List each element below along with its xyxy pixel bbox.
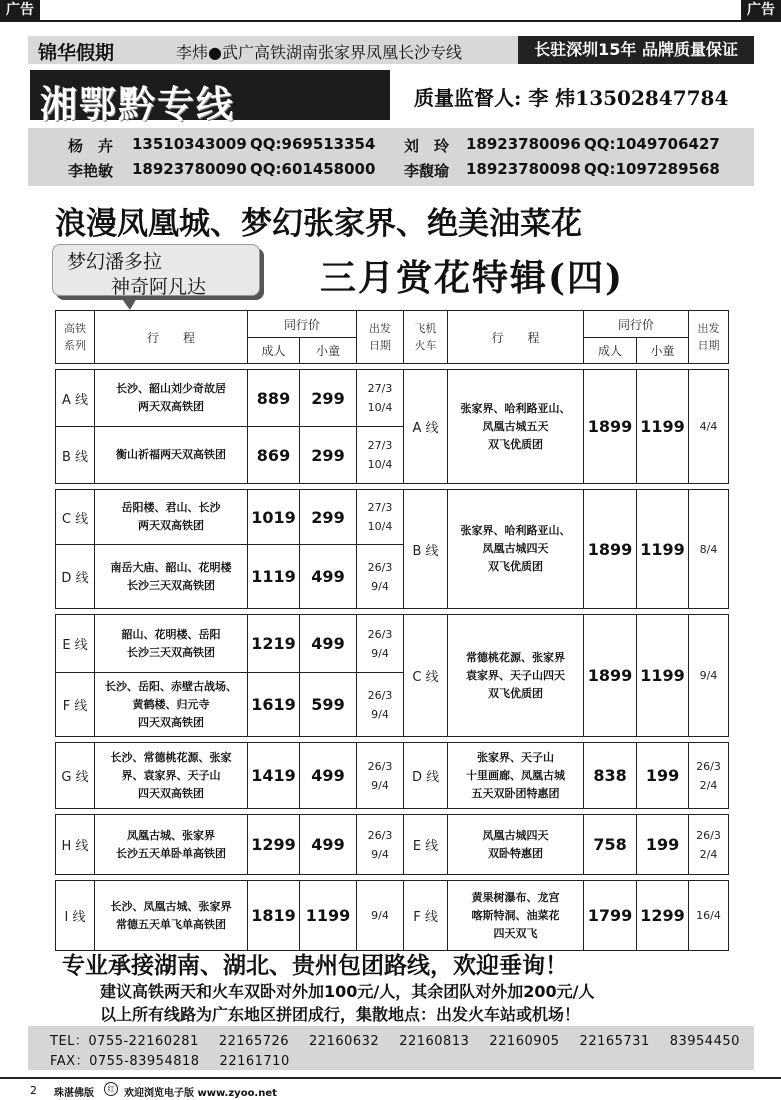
depart-date: 26/3 2/4 [689, 815, 729, 875]
adult-price: 1299 [248, 815, 300, 875]
fax-label: FAX： [50, 1054, 90, 1069]
itinerary-cell: 黄果树瀑布、龙宫 喀斯特洞、油菜花 四天双飞 [448, 881, 584, 951]
adult-price: 1899 [584, 615, 637, 737]
contact-name: 李艳敏 [68, 162, 114, 180]
line-label: A 线 [404, 370, 448, 484]
fax-number: 22161710 [219, 1054, 290, 1069]
contact-phone: 18923780090 [132, 160, 247, 178]
line-label: D 线 [404, 743, 448, 809]
brand-name: 锦华假期 [38, 42, 115, 64]
child-price: 499 [300, 743, 357, 809]
child-price: 299 [300, 490, 357, 545]
tel-number: 83954450 [669, 1034, 740, 1049]
header-adult: 成人 [248, 338, 300, 364]
footer-note-1: 建议高铁两天和火车双卧对外加100元/人，其余团队对外加200元/人 [100, 982, 595, 1001]
tel-row [50, 1030, 760, 1049]
bubble-line-2: 神奇阿凡达 [111, 276, 207, 298]
header-price-group: 同行价 [584, 311, 689, 338]
header-adult: 成人 [584, 338, 637, 364]
adult-price: 869 [248, 427, 300, 484]
contacts-panel [28, 128, 754, 186]
tel-number: 0755-22160281 [88, 1034, 199, 1049]
headline-special: 三月赏花特辑(四) [320, 257, 625, 299]
child-price: 1199 [637, 490, 689, 609]
itinerary-cell: 长沙、常德桃花源、张家 界、袁家界、天子山 四天双高铁团 [95, 743, 248, 809]
itinerary-cell: 南岳大庙、韶山、花明楼 长沙三天双高铁团 [95, 545, 248, 609]
child-price: 199 [637, 743, 689, 809]
header-price-group: 同行价 [248, 311, 357, 338]
adult-price: 1419 [248, 743, 300, 809]
adult-price: 838 [584, 743, 637, 809]
adult-price: 1619 [248, 673, 300, 737]
contact-name: 刘 玲 [404, 137, 450, 155]
line-label: G 线 [56, 743, 95, 809]
line-label: C 线 [56, 490, 95, 545]
depart-date: 27/3 10/4 [357, 370, 404, 427]
itinerary-cell: 长沙、凤凰古城、张家界 常德五天单飞单高铁团 [95, 881, 248, 951]
itinerary-cell: 凤凰古城四天 双卧特惠团 [448, 815, 584, 875]
table-row [56, 370, 729, 427]
line-label: H 线 [56, 815, 95, 875]
adult-price: 1119 [248, 545, 300, 609]
itinerary-cell: 长沙、韶山刘少奇故居 两天双高铁团 [95, 370, 248, 427]
depart-date: 26/3 2/4 [689, 743, 729, 809]
contact-qq: QQ:601458000 [250, 160, 376, 178]
header-itinerary: 行 程 [448, 311, 584, 364]
contact-phone: 18923780096 [466, 135, 581, 153]
website-link[interactable]: 欢迎浏览电子版 www.zyoo.net [124, 1088, 277, 1099]
edition-label: 珠湛佛版 [54, 1088, 94, 1099]
child-price: 499 [300, 545, 357, 609]
routes-table [55, 310, 729, 951]
tel-label: TEL： [50, 1034, 89, 1049]
adult-price: 1019 [248, 490, 300, 545]
line-label: D 线 [56, 545, 95, 609]
page-title: 湘鄂黔专线 [40, 82, 235, 126]
quality-badge: 长驻深圳15年 品牌质量保证 [518, 36, 754, 64]
depart-date: 8/4 [689, 490, 729, 609]
contact-name: 杨 卉 [68, 137, 114, 155]
page-number: 2 [30, 1084, 37, 1097]
speech-bubble [52, 244, 260, 296]
quality-supervisor: 质量监督人: 李 炜13502847784 [414, 86, 729, 110]
child-price: 199 [637, 815, 689, 875]
line-label: A 线 [56, 370, 95, 427]
depart-date: 9/4 [357, 881, 404, 951]
contact-qq: QQ:1097289568 [584, 160, 720, 178]
adult-price: 1219 [248, 615, 300, 673]
ad-tag-left: 广告 [0, 0, 40, 20]
fax-number: 0755-83954818 [89, 1054, 200, 1069]
tel-number: 22160905 [489, 1034, 560, 1049]
depart-date: 26/3 9/4 [357, 545, 404, 609]
itinerary-cell: 长沙、岳阳、赤壁古战场、 黄鹤楼、归元寺 四天双高铁团 [95, 673, 248, 737]
itinerary-cell: 凤凰古城、张家界 长沙五天单卧单高铁团 [95, 815, 248, 875]
brand-slogan: 李炜●武广高铁湖南张家界凤凰长沙专线 [176, 43, 462, 62]
header-air-type: 飞机 火车 [404, 311, 448, 364]
publisher-logo-icon: 红 [104, 1082, 118, 1096]
table-row [56, 490, 729, 545]
line-label: E 线 [56, 615, 95, 673]
header-rail-type: 高铁 系列 [56, 311, 95, 364]
contact-phone: 13510343009 [132, 135, 247, 153]
table-row [56, 815, 729, 875]
depart-date: 26/3 9/4 [357, 815, 404, 875]
speech-bubble-tail [120, 296, 138, 310]
itinerary-cell: 常德桃花源、张家界 袁家界、天子山四天 双飞优质团 [448, 615, 584, 737]
ad-tag-right: 广告 [741, 0, 781, 20]
depart-date: 27/3 10/4 [357, 427, 404, 484]
fax-row [50, 1050, 310, 1069]
headline-main: 浪漫凤凰城、梦幻张家界、绝美油菜花 [55, 206, 582, 242]
contact-qq: QQ:1049706427 [584, 135, 720, 153]
header-child: 小童 [637, 338, 689, 364]
line-label: F 线 [404, 881, 448, 951]
adult-price: 758 [584, 815, 637, 875]
tel-number: 22165731 [579, 1034, 650, 1049]
contact-name: 李馥瑜 [404, 162, 450, 180]
child-price: 1199 [300, 881, 357, 951]
depart-date: 26/3 9/4 [357, 615, 404, 673]
header-itinerary: 行 程 [95, 311, 248, 364]
adult-price: 889 [248, 370, 300, 427]
adult-price: 1899 [584, 490, 637, 609]
adult-price: 1819 [248, 881, 300, 951]
depart-date: 4/4 [689, 370, 729, 484]
table-row [56, 743, 729, 809]
depart-date: 26/3 9/4 [357, 743, 404, 809]
child-price: 299 [300, 370, 357, 427]
line-label: E 线 [404, 815, 448, 875]
itinerary-cell: 韶山、花明楼、岳阳 长沙三天双高铁团 [95, 615, 248, 673]
contact-qq: QQ:969513354 [250, 135, 376, 153]
tel-number: 22160813 [399, 1034, 470, 1049]
depart-date: 9/4 [689, 615, 729, 737]
child-price: 599 [300, 673, 357, 737]
tel-number: 22160632 [309, 1034, 380, 1049]
itinerary-cell: 张家界、天子山 十里画廊、凤凰古城 五天双卧团特惠团 [448, 743, 584, 809]
itinerary-cell: 衡山祈福两天双高铁团 [95, 427, 248, 484]
footer-note-2: 以上所有线路为广东地区拼团成行，集散地点：出发火车站或机场！ [100, 1005, 581, 1024]
brand-banner [28, 36, 754, 64]
footer-headline: 专业承接湖南、湖北、贵州包团路线，欢迎垂询！ [62, 953, 568, 979]
depart-date: 16/4 [689, 881, 729, 951]
header-depart-date: 出发 日期 [689, 311, 729, 364]
header-depart-date: 出发 日期 [357, 311, 404, 364]
header-child: 小童 [300, 338, 357, 364]
depart-date: 27/3 10/4 [357, 490, 404, 545]
child-price: 299 [300, 427, 357, 484]
child-price: 1199 [637, 370, 689, 484]
child-price: 499 [300, 615, 357, 673]
line-label: F 线 [56, 673, 95, 737]
title-box [30, 70, 390, 126]
line-label: B 线 [56, 427, 95, 484]
contact-phone: 18923780098 [466, 160, 581, 178]
line-label: C 线 [404, 615, 448, 737]
child-price: 1299 [637, 881, 689, 951]
phone-panel [28, 1026, 754, 1070]
depart-date: 26/3 9/4 [357, 673, 404, 737]
line-label: B 线 [404, 490, 448, 609]
itinerary-cell: 岳阳楼、君山、长沙 两天双高铁团 [95, 490, 248, 545]
child-price: 1199 [637, 615, 689, 737]
itinerary-cell: 张家界、哈利路亚山、 凤凰古城五天 双飞优质团 [448, 370, 584, 484]
adult-price: 1899 [584, 370, 637, 484]
tel-number: 22165726 [218, 1034, 290, 1049]
bubble-line-1: 梦幻潘多拉 [67, 251, 163, 273]
table-row [56, 881, 729, 951]
itinerary-cell: 张家界、哈利路亚山、 凤凰古城四天 双飞优质团 [448, 490, 584, 609]
line-label: I 线 [56, 881, 95, 951]
top-rule [0, 20, 781, 22]
table-row [56, 615, 729, 673]
bottom-rule [0, 1077, 781, 1079]
adult-price: 1799 [584, 881, 637, 951]
child-price: 499 [300, 815, 357, 875]
